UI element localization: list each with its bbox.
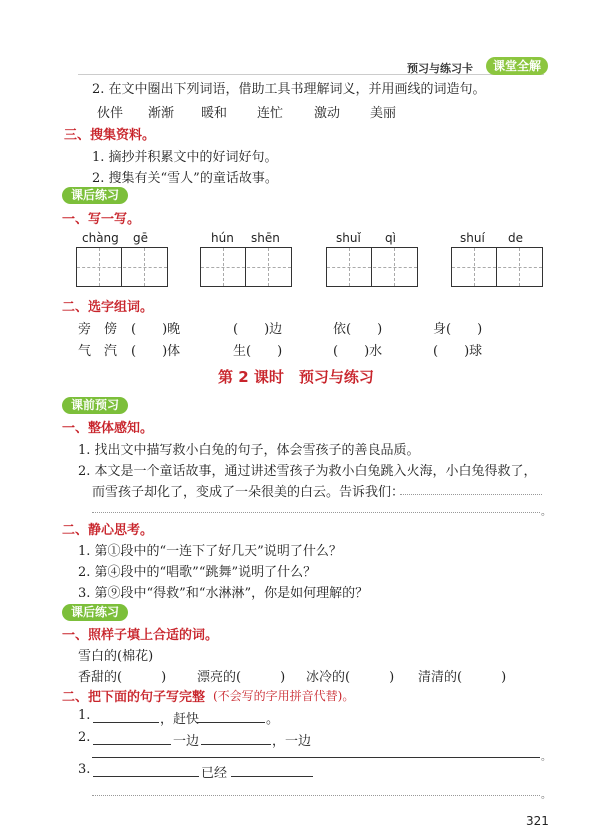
fill-item: 清清的( ) [418, 670, 507, 685]
think-title: 二、静心思考。 [62, 523, 154, 538]
overall-q2a: 2. 本文是一个童话故事，通过讲述雪孩子为救小白兔跳入火海，小白兔得救了， [78, 464, 537, 479]
sentence-number: 1. [78, 708, 91, 723]
header-rule [78, 74, 544, 75]
writing-box[interactable] [451, 247, 543, 287]
fill-title: 一、照样子填上合适的词。 [62, 628, 219, 643]
answer-blank[interactable] [231, 776, 313, 777]
blank-word: ( )体 [131, 344, 181, 359]
header-badge: 课堂全解 [486, 57, 548, 75]
complete-title: 二、把下面的句子写完整 [62, 690, 206, 705]
sentence-text: 已经 [201, 766, 228, 781]
after-class-badge: 课后练习 [62, 604, 128, 621]
fill-item: 香甜的( ) [78, 670, 167, 685]
end-mark: 。 [541, 507, 551, 518]
writing-box[interactable] [76, 247, 168, 287]
char: 傍 [104, 322, 118, 337]
sentence-number: 2. [78, 730, 91, 745]
writing-box[interactable] [200, 247, 292, 287]
pinyin: shuǐ [336, 231, 361, 245]
think-item: 3. 第⑨段中“得救”和“水淋淋”，你是如何理解的？ [78, 586, 369, 601]
answer-blank[interactable] [197, 722, 265, 723]
sec3-item2: 2. 搜集有关“雪人”的童话故事。 [92, 171, 278, 186]
fill-item: 漂亮的( ) [197, 670, 286, 685]
answer-blank[interactable] [201, 744, 271, 745]
word: 美丽 [370, 106, 397, 121]
word: 激动 [314, 106, 341, 121]
section3-title: 三、搜集资料。 [64, 128, 156, 143]
after-class-badge: 课后练习 [62, 187, 128, 204]
fill-example: 雪白的(棉花) [78, 649, 154, 664]
word: 伙伴 [97, 106, 124, 121]
char: 旁 [78, 322, 92, 337]
fill-item: 冰冷的( ) [306, 670, 395, 685]
sentence-number: 3. [78, 762, 91, 777]
answer-blank[interactable] [93, 744, 171, 745]
pinyin: hún [211, 231, 234, 245]
page-number: 321 [526, 814, 549, 828]
writing-box[interactable] [326, 247, 418, 287]
answer-line[interactable] [92, 512, 540, 513]
answer-blank[interactable] [93, 722, 159, 723]
complete-note: (不会写的字用拼音代替)。 [213, 689, 355, 703]
before-class-badge: 课前预习 [62, 397, 128, 414]
sentence-text: ，一边 [272, 734, 312, 749]
write-title: 一、写一写。 [62, 212, 141, 227]
overall-title: 一、整体感知。 [62, 421, 154, 436]
blank-word: ( )晚 [131, 322, 181, 337]
blank-word: 生( ) [233, 344, 283, 359]
pinyin: shēn [251, 231, 280, 245]
char: 汽 [104, 344, 118, 359]
overall-q1: 1. 找出文中描写救小白兔的句子，体会雪孩子的善良品质。 [78, 443, 420, 458]
word: 渐渐 [148, 106, 175, 121]
choose-title: 二、选字组词。 [62, 300, 154, 315]
sentence-text: ，赶快 [160, 712, 200, 727]
think-item: 2. 第④段中的“唱歌”“跳舞”说明了什么？ [78, 565, 317, 580]
overall-q2b: 而雪孩子却化了，变成了一朵很美的白云。告诉我们： [92, 485, 405, 500]
answer-line[interactable] [92, 795, 540, 796]
pinyin: shuí [460, 231, 485, 245]
blank-word: ( )水 [333, 344, 383, 359]
lesson-title: 第 2 课时 预习与练习 [218, 368, 374, 386]
blank-word: ( )边 [233, 322, 283, 337]
think-item: 1. 第①段中的“一连下了好几天”说明了什么？ [78, 544, 342, 559]
sentence-text: 一边 [173, 734, 200, 749]
sec3-item1: 1. 摘抄并积累文中的好词好句。 [92, 150, 278, 165]
end-mark: 。 [541, 790, 551, 801]
pinyin: de [508, 231, 523, 245]
word: 连忙 [257, 106, 284, 121]
pinyin: gē [133, 231, 148, 245]
word: 暖和 [201, 106, 228, 121]
char: 气 [78, 344, 92, 359]
blank-word: 身( ) [433, 322, 483, 337]
blank-word: 依( ) [333, 322, 383, 337]
answer-blank[interactable] [93, 776, 199, 777]
answer-line[interactable] [92, 757, 540, 758]
sentence-text: 。 [266, 712, 280, 727]
answer-line[interactable] [400, 494, 542, 495]
q2-text: 2. 在文中圈出下列词语，借助工具书理解词义，并用画线的词造句。 [92, 82, 486, 97]
end-mark: 。 [541, 752, 551, 763]
blank-word: ( )球 [433, 344, 483, 359]
pinyin: chàng [82, 231, 119, 245]
pinyin: qì [385, 231, 396, 245]
header-label: 预习与练习卡 [407, 62, 473, 75]
